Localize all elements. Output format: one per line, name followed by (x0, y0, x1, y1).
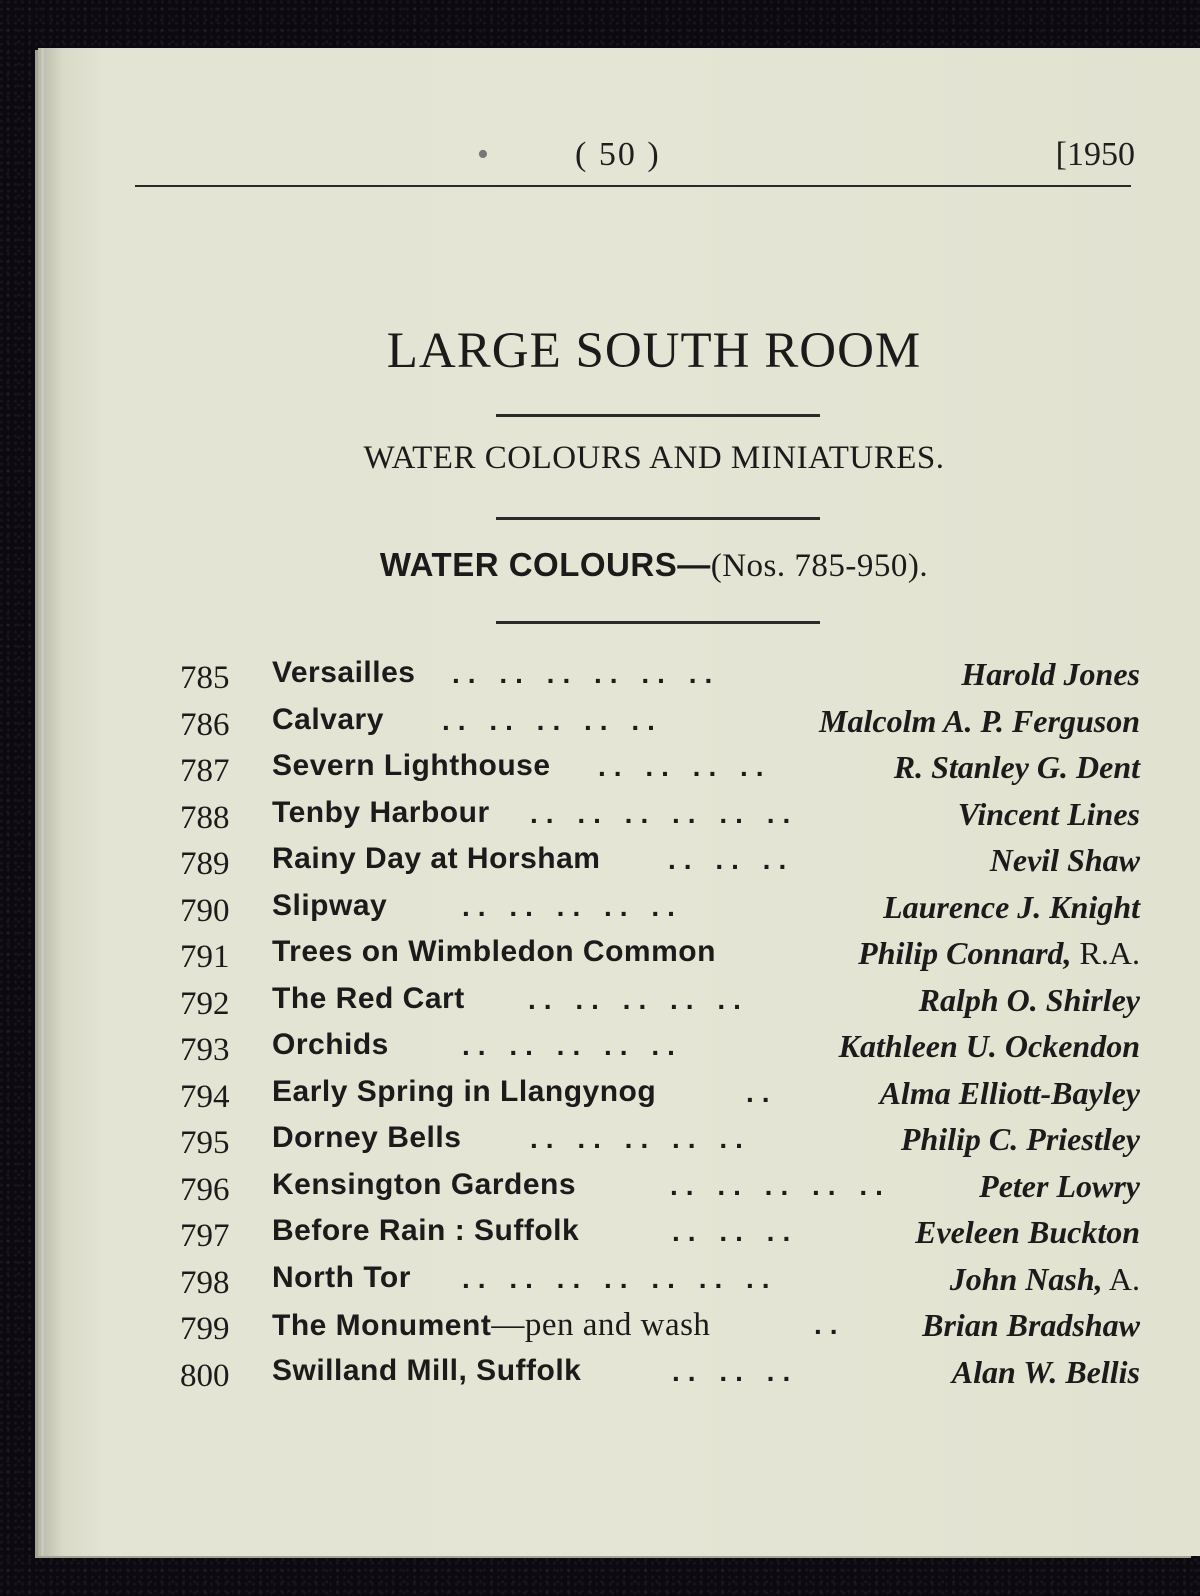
artist-honour: A. (1102, 1260, 1140, 1297)
entry-number: 796 (180, 1171, 230, 1208)
entry-number: 790 (180, 892, 230, 929)
entry-artist (990, 842, 1140, 879)
dot-leader: .. (814, 1309, 846, 1340)
artist-name: Nevil Shaw (989, 842, 1140, 878)
entry-artist (880, 1075, 1140, 1112)
catalogue-entry (180, 1210, 1140, 1257)
entry-artist (894, 749, 1140, 786)
entry-title (272, 1261, 411, 1295)
entry-title-text: Slipway (272, 888, 388, 922)
catalogue-entry (180, 885, 1140, 932)
artist-name: Vincent Lines (957, 795, 1140, 832)
entry-title-text: Tenby Harbour (272, 795, 490, 829)
entry-number: 792 (180, 985, 230, 1022)
title-divider (496, 414, 820, 417)
dot-leader: .. .. .. .. .. (530, 1123, 751, 1154)
entry-artist (858, 935, 1140, 972)
entry-title (272, 1028, 389, 1062)
catalogue-entry (180, 1117, 1140, 1164)
catalogue-entry (180, 1024, 1140, 1071)
entry-title (272, 796, 490, 830)
dot-leader: .. .. .. .. .. .. (452, 658, 721, 689)
entry-number: 800 (180, 1357, 230, 1394)
entry-title (272, 982, 465, 1016)
artist-honour: R.A. (1071, 935, 1140, 971)
header-dot: • (477, 136, 489, 173)
entry-artist (915, 1214, 1140, 1251)
header-year: [1950 (1055, 136, 1135, 173)
dot-leader: .. .. .. .. .. (462, 890, 683, 922)
room-title: LARGE SOUTH ROOM (386, 323, 922, 379)
entry-number: 794 (180, 1078, 230, 1115)
entry-number: 797 (180, 1218, 230, 1254)
entry-title (272, 1214, 579, 1248)
entry-title (272, 1075, 656, 1109)
subsection-title (44, 546, 1200, 585)
entry-artist (901, 1121, 1140, 1158)
catalogue-entry (180, 931, 1140, 978)
entry-title-text: North Tor (272, 1260, 411, 1294)
entry-title-text: The Monument (272, 1309, 492, 1342)
catalogue-entry (180, 745, 1140, 792)
entry-number: 791 (180, 939, 230, 975)
entry-title-text: Versailles (272, 656, 416, 689)
dot-leader: .. .. .. .. .. (670, 1169, 891, 1201)
entry-title-text: Orchids (272, 1028, 389, 1061)
entry-number: 786 (180, 706, 230, 743)
artist-name: John Nash, (949, 1260, 1103, 1297)
artist-name: Ralph O. Shirley (918, 981, 1140, 1018)
catalogue-entry (180, 838, 1140, 885)
artist-name: R. Stanley G. Dent (893, 749, 1140, 785)
entry-artist (839, 1028, 1140, 1065)
dot-leader: .. .. .. .. (598, 751, 772, 782)
entry-artist (952, 1354, 1140, 1391)
entry-title-text: Kensington Gardens (272, 1167, 577, 1201)
dot-leader: .. .. .. .. .. (442, 704, 663, 736)
catalogue-entry (180, 1350, 1140, 1397)
page-header (135, 128, 1135, 190)
artist-name: Laurence J. Knight (883, 888, 1140, 925)
artist-name: Malcolm A. P. Ferguson (819, 702, 1140, 739)
catalogue-entry (180, 1071, 1140, 1118)
dot-leader: .. .. .. .. .. .. .. (462, 1262, 778, 1294)
artist-name: Peter Lowry (979, 1167, 1140, 1204)
dot-leader: .. (746, 1076, 778, 1108)
entry-number: 799 (180, 1311, 230, 1347)
entry-number: 798 (180, 1264, 230, 1301)
dot-leader: .. .. .. (672, 1216, 799, 1247)
entry-title (272, 703, 384, 737)
entry-number: 795 (180, 1125, 230, 1161)
artist-name: Philip C. Priestley (900, 1121, 1140, 1157)
entry-artist (883, 889, 1140, 926)
entry-title (272, 656, 415, 690)
artist-name: Alan W. Bellis (951, 1353, 1140, 1390)
entry-title-text: Early Spring in Llangynog (272, 1074, 657, 1108)
entry-title-text: The Red Cart (272, 981, 465, 1015)
entry-title (272, 1121, 461, 1155)
entry-title-text: Swilland Mill, Suffolk (272, 1353, 582, 1387)
catalogue-entry (180, 1164, 1140, 1211)
section-divider (496, 517, 820, 520)
section-title: WATER COLOURS AND MINIATURES. (363, 440, 945, 476)
entry-number: 785 (180, 660, 230, 696)
entry-artist (922, 1307, 1140, 1344)
entry-artist (961, 656, 1140, 693)
artist-name: Brian Bradshaw (922, 1307, 1140, 1343)
artist-name: Kathleen U. Ockendon (838, 1028, 1140, 1064)
entry-title-text: Trees on Wimbledon Common (272, 935, 716, 968)
entry-title (272, 1354, 581, 1388)
catalogue-entry (180, 1257, 1140, 1304)
subsection-divider (496, 621, 820, 624)
entry-number: 787 (180, 753, 230, 789)
subsection-range: (Nos. 785-950). (710, 548, 929, 584)
artist-name: Alma Elliott-Bayley (879, 1074, 1140, 1111)
page-edge (44, 48, 62, 1556)
entry-list (180, 652, 1140, 1396)
entry-title-text: Severn Lighthouse (272, 749, 551, 782)
entry-title-text: Calvary (272, 702, 384, 736)
dot-leader: .. .. .. (672, 1355, 799, 1387)
entry-title (272, 935, 716, 969)
entry-artist (819, 703, 1140, 740)
entry-title (272, 749, 551, 783)
entry-title (272, 842, 600, 876)
artist-name: Harold Jones (961, 656, 1140, 692)
catalogue-entry (180, 699, 1140, 746)
dot-leader: .. .. .. .. .. (462, 1030, 683, 1061)
entry-artist (950, 1261, 1140, 1298)
entry-number: 789 (180, 846, 230, 882)
catalogue-entry (180, 652, 1140, 699)
header-divider (135, 185, 1131, 187)
dot-leader: .. .. .. .. .. .. (530, 797, 799, 829)
artist-name: Eveleen Buckton (915, 1214, 1140, 1250)
entry-artist (979, 1168, 1140, 1205)
catalogue-entry (180, 978, 1140, 1025)
entry-title (272, 1307, 710, 1344)
entry-title (272, 889, 387, 923)
entry-title-text: Rainy Day at Horsham (272, 842, 601, 875)
entry-artist (958, 796, 1140, 833)
entry-number: 793 (180, 1032, 230, 1068)
entry-artist (919, 982, 1140, 1019)
entry-title (272, 1168, 576, 1202)
subsection-label: WATER COLOURS— (379, 546, 711, 583)
entry-medium: —pen and wash (491, 1307, 711, 1343)
page-number: ( 50 ) (575, 136, 661, 173)
catalogue-entry (180, 792, 1140, 839)
artist-name: Philip Connard, (858, 935, 1072, 971)
entry-title-text: Before Rain : Suffolk (272, 1214, 580, 1247)
dot-leader: .. .. .. (668, 844, 795, 875)
entry-title-text: Dorney Bells (272, 1121, 462, 1154)
entry-number: 788 (180, 799, 230, 836)
dot-leader: .. .. .. .. .. (528, 983, 749, 1015)
catalogue-entry (180, 1303, 1140, 1350)
